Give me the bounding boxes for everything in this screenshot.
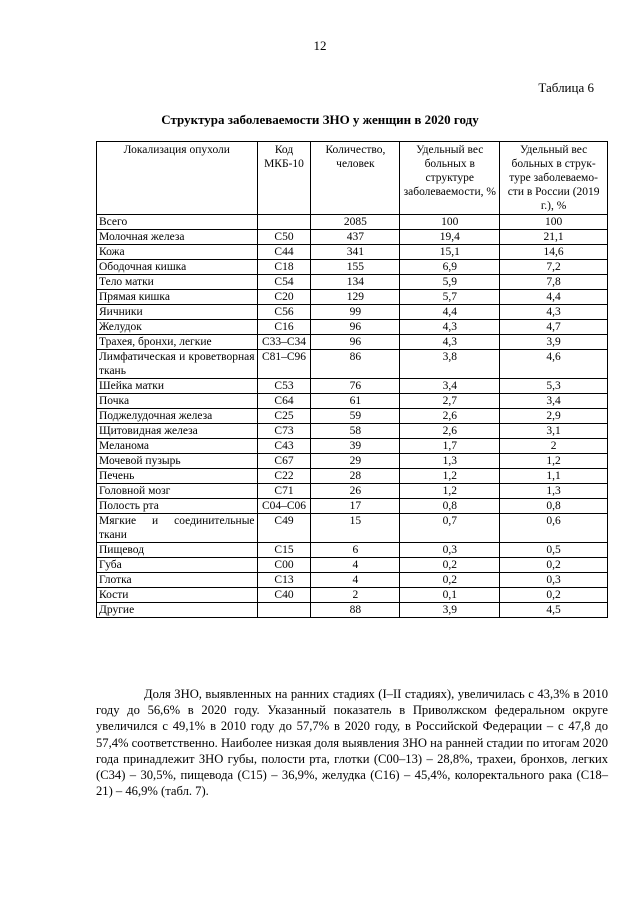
row-share: 4,4 [400,305,500,320]
row-share: 0,2 [400,573,500,588]
row-share-russia: 0,6 [500,514,608,543]
row-localization: Губа [97,558,258,573]
table-row [97,588,608,603]
row-localization: Всего [97,215,258,230]
row-count: 134 [311,275,400,290]
table-row [97,379,608,394]
table-row [97,603,608,618]
row-share: 0,2 [400,558,500,573]
table-row [97,230,608,245]
table-row [97,305,608,320]
table-row [97,394,608,409]
row-share-russia: 7,8 [500,275,608,290]
row-icd-code: C67 [257,454,311,469]
row-icd-code: C25 [257,409,311,424]
row-icd-code: C15 [257,543,311,558]
row-icd-code: C43 [257,439,311,454]
row-share: 0,3 [400,543,500,558]
row-count: 58 [311,424,400,439]
row-localization: Головной мозг [97,484,258,499]
row-share-russia: 1,1 [500,469,608,484]
table-row [97,320,608,335]
table-row [97,514,608,543]
row-icd-code [257,603,311,618]
table-row [97,215,608,230]
row-share: 1,3 [400,454,500,469]
table-body [97,215,608,618]
row-share: 4,3 [400,320,500,335]
row-icd-code: C73 [257,424,311,439]
row-share: 3,4 [400,379,500,394]
row-share-russia: 14,6 [500,245,608,260]
table-row [97,439,608,454]
table-row [97,543,608,558]
row-share-russia: 2,9 [500,409,608,424]
row-share-russia: 0,2 [500,558,608,573]
row-share-russia: 3,9 [500,335,608,350]
page-number: 12 [313,38,327,53]
row-share: 15,1 [400,245,500,260]
row-share-russia: 4,3 [500,305,608,320]
row-localization: Ободочная кишка [97,260,258,275]
row-localization: Глотка [97,573,258,588]
row-share-russia: 3,1 [500,424,608,439]
row-count: 17 [311,499,400,514]
row-icd-code: C16 [257,320,311,335]
table-row [97,499,608,514]
header-count: Количество, человек [311,142,400,215]
row-share-russia: 0,3 [500,573,608,588]
row-localization: Желудок [97,320,258,335]
row-localization: Шейка матки [97,379,258,394]
row-count: 4 [311,573,400,588]
row-count: 86 [311,350,400,379]
table-row [97,275,608,290]
table-row [97,573,608,588]
row-localization: Меланома [97,439,258,454]
row-count: 437 [311,230,400,245]
row-count: 96 [311,335,400,350]
row-share: 2,7 [400,394,500,409]
table-row [97,409,608,424]
row-icd-code: C53 [257,379,311,394]
row-share-russia: 1,3 [500,484,608,499]
row-icd-code: C13 [257,573,311,588]
row-share-russia: 21,1 [500,230,608,245]
row-share-russia: 4,4 [500,290,608,305]
row-localization: Кожа [97,245,258,260]
row-count: 39 [311,439,400,454]
row-share-russia: 0,5 [500,543,608,558]
row-share: 100 [400,215,500,230]
row-share-russia: 4,6 [500,350,608,379]
row-count: 59 [311,409,400,424]
row-icd-code: C49 [257,514,311,543]
row-count: 88 [311,603,400,618]
row-share-russia: 5,3 [500,379,608,394]
row-share: 2,6 [400,424,500,439]
row-share-russia: 4,5 [500,603,608,618]
table-title: Структура заболеваемости ЗНО у женщин в 2020 году [161,112,479,127]
row-localization: Другие [97,603,258,618]
row-icd-code: C18 [257,260,311,275]
row-count: 26 [311,484,400,499]
row-count: 155 [311,260,400,275]
row-share-russia: 0,8 [500,499,608,514]
table-row [97,350,608,379]
row-count: 341 [311,245,400,260]
row-localization: Прямая кишка [97,290,258,305]
table-row [97,335,608,350]
row-icd-code: C56 [257,305,311,320]
row-share-russia: 7,2 [500,260,608,275]
row-localization: Тело матки [97,275,258,290]
row-count: 6 [311,543,400,558]
row-icd-code: C54 [257,275,311,290]
row-localization: Почка [97,394,258,409]
table-row [97,245,608,260]
row-share-russia: 100 [500,215,608,230]
row-icd-code: C33–C34 [257,335,311,350]
row-localization: Мочевой пузырь [97,454,258,469]
table-label: Таблица 6 [538,80,594,95]
row-share: 0,7 [400,514,500,543]
row-share: 5,7 [400,290,500,305]
row-count: 28 [311,469,400,484]
header-localization: Локализация опухоли [97,142,258,215]
row-count: 2085 [311,215,400,230]
body-paragraph: Доля ЗНО, выявленных на ранних стадиях (I–II стадиях), увеличилась с 43,3% в 2010 году до 56,6% в 2020 году. Указанный показатель в Приволжском федеральном округе увеличился с 49,1% в 2010 году до 57,7% в 2020 году, в Российской Федерации – с 47,8 до 57,4% соответственно. Наиболее низкая доля выявления ЗНО на ранней стадии по итогам 2020 года принадлежит ЗНО губы, полости рта, глотки (C00–13) – 28,8%, трахеи, бронхов, легких (C34) – 30,5%, пищевода (C15) – 36,9%, желудка (C16) – 45,4%, колоректального рака (C18–21) – 46,9% (табл. 7). [96,687,608,799]
row-icd-code: C22 [257,469,311,484]
row-count: 2 [311,588,400,603]
row-localization: Мягкие и соединительные ткани [97,514,258,543]
row-localization: Поджелудочная железа [97,409,258,424]
row-icd-code: C81–C96 [257,350,311,379]
row-localization: Трахея, бронхи, легкие [97,335,258,350]
row-share: 3,8 [400,350,500,379]
row-share: 1,2 [400,484,500,499]
row-share: 2,6 [400,409,500,424]
incidence-table [96,141,608,618]
row-icd-code [257,215,311,230]
row-localization: Щитовидная железа [97,424,258,439]
table-row [97,469,608,484]
row-localization: Печень [97,469,258,484]
row-icd-code: C00 [257,558,311,573]
row-localization: Яичники [97,305,258,320]
row-localization: Лимфатическая и кроветворная ткань [97,350,258,379]
row-count: 96 [311,320,400,335]
row-share: 6,9 [400,260,500,275]
header-icd-code: Код МКБ-10 [257,142,311,215]
header-share-russia: Удельный вес больных в струк-туре заболеваемо-сти в России (2019 г.), % [500,142,608,215]
table-row [97,424,608,439]
row-share: 19,4 [400,230,500,245]
row-localization: Молочная железа [97,230,258,245]
row-share-russia: 4,7 [500,320,608,335]
table-header-row [97,142,608,215]
row-count: 129 [311,290,400,305]
row-count: 61 [311,394,400,409]
row-count: 15 [311,514,400,543]
row-share: 0,8 [400,499,500,514]
row-icd-code: C64 [257,394,311,409]
table-row [97,260,608,275]
row-icd-code: C04–C06 [257,499,311,514]
header-share: Удельный вес больных в структуре заболеваемости, % [400,142,500,215]
table-row [97,484,608,499]
row-count: 29 [311,454,400,469]
row-count: 76 [311,379,400,394]
row-share: 1,2 [400,469,500,484]
row-share: 3,9 [400,603,500,618]
row-icd-code: C40 [257,588,311,603]
table-row [97,290,608,305]
row-share-russia: 3,4 [500,394,608,409]
row-icd-code: C20 [257,290,311,305]
row-localization: Полость рта [97,499,258,514]
table-row [97,558,608,573]
row-share: 1,7 [400,439,500,454]
table-row [97,454,608,469]
row-icd-code: C44 [257,245,311,260]
row-localization: Пищевод [97,543,258,558]
row-localization: Кости [97,588,258,603]
row-share-russia: 1,2 [500,454,608,469]
row-share-russia: 2 [500,439,608,454]
row-icd-code: C71 [257,484,311,499]
row-icd-code: C50 [257,230,311,245]
row-share: 5,9 [400,275,500,290]
row-share: 4,3 [400,335,500,350]
row-count: 99 [311,305,400,320]
row-count: 4 [311,558,400,573]
row-share-russia: 0,2 [500,588,608,603]
row-share: 0,1 [400,588,500,603]
